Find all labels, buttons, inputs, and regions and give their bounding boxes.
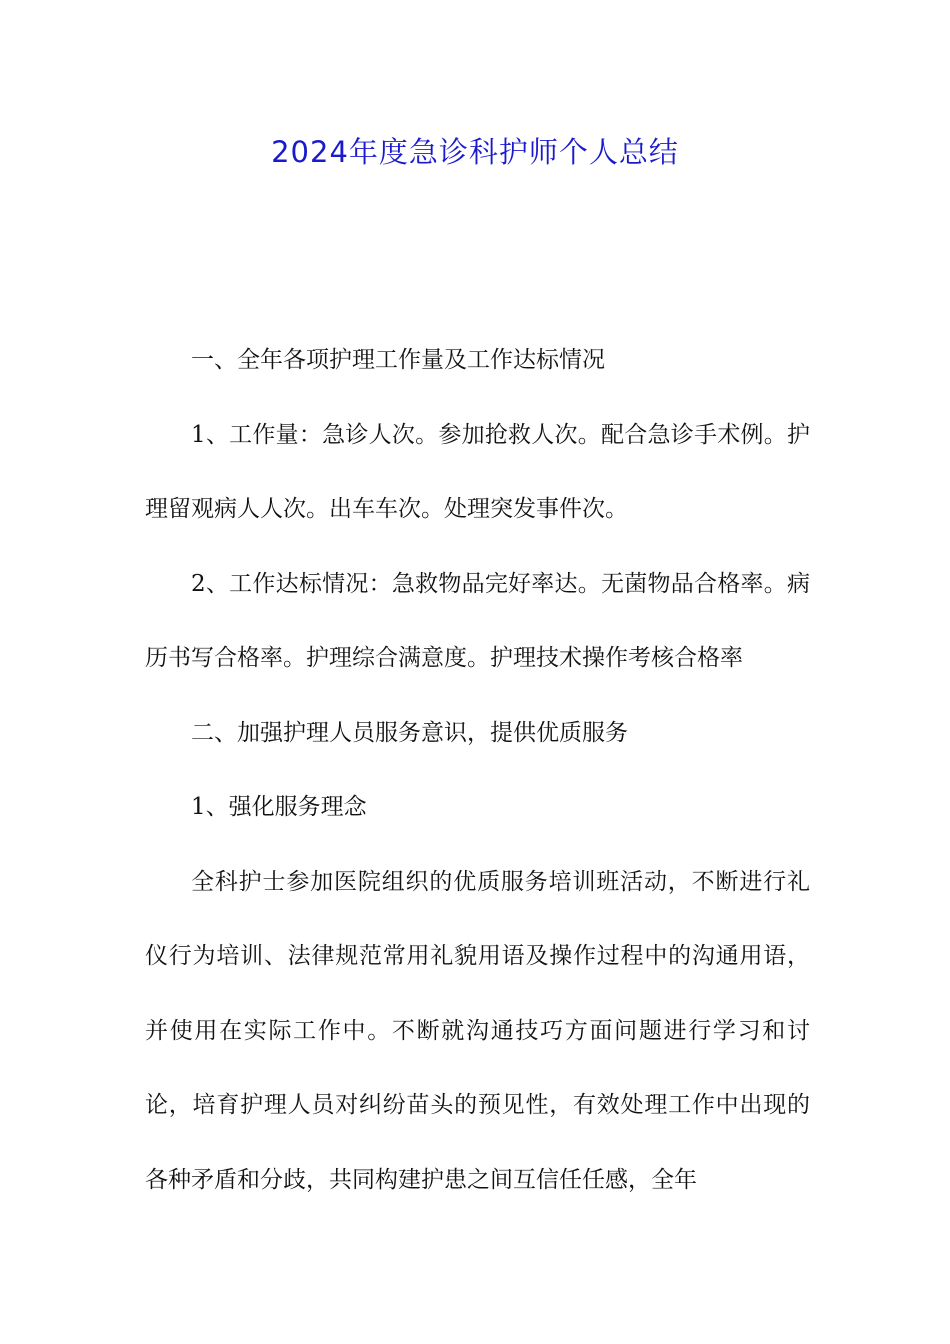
document-body — [145, 323, 810, 1217]
paragraph-training: 全科护士参加医院组织的优质服务培训班活动，不断进行礼仪行为培训、法律规范常用礼貌用语及操作过程中的沟通用语，并使用在实际工作中。不断就沟通技巧方面问题进行学习和讨论，培育护理人员对纠纷苗头的预见性，有效处理工作中出现的各种矛盾和分歧，共同构建护患之间互信任任感，全年 — [145, 868, 810, 1193]
document-title: 2024年度急诊科护师个人总结 — [271, 135, 679, 169]
paragraph-standards: 2、工作达标情况：急救物品完好率达。无菌物品合格率。病历书写合格率。护理综合满意度。护理技术操作考核合格率 — [145, 570, 810, 671]
section-heading-1: 一、全年各项护理工作量及工作达标情况 — [191, 347, 605, 373]
section-heading-2: 二、加强护理人员服务意识，提供优质服务 — [191, 719, 628, 746]
paragraph-workload: 1、工作量：急诊人次。参加抢救人次。配合急诊手术例。护理留观病人人次。出车车次。处理突发事件次。 — [145, 421, 810, 522]
subheading-service-concept: 1、强化服务理念 — [191, 794, 367, 820]
